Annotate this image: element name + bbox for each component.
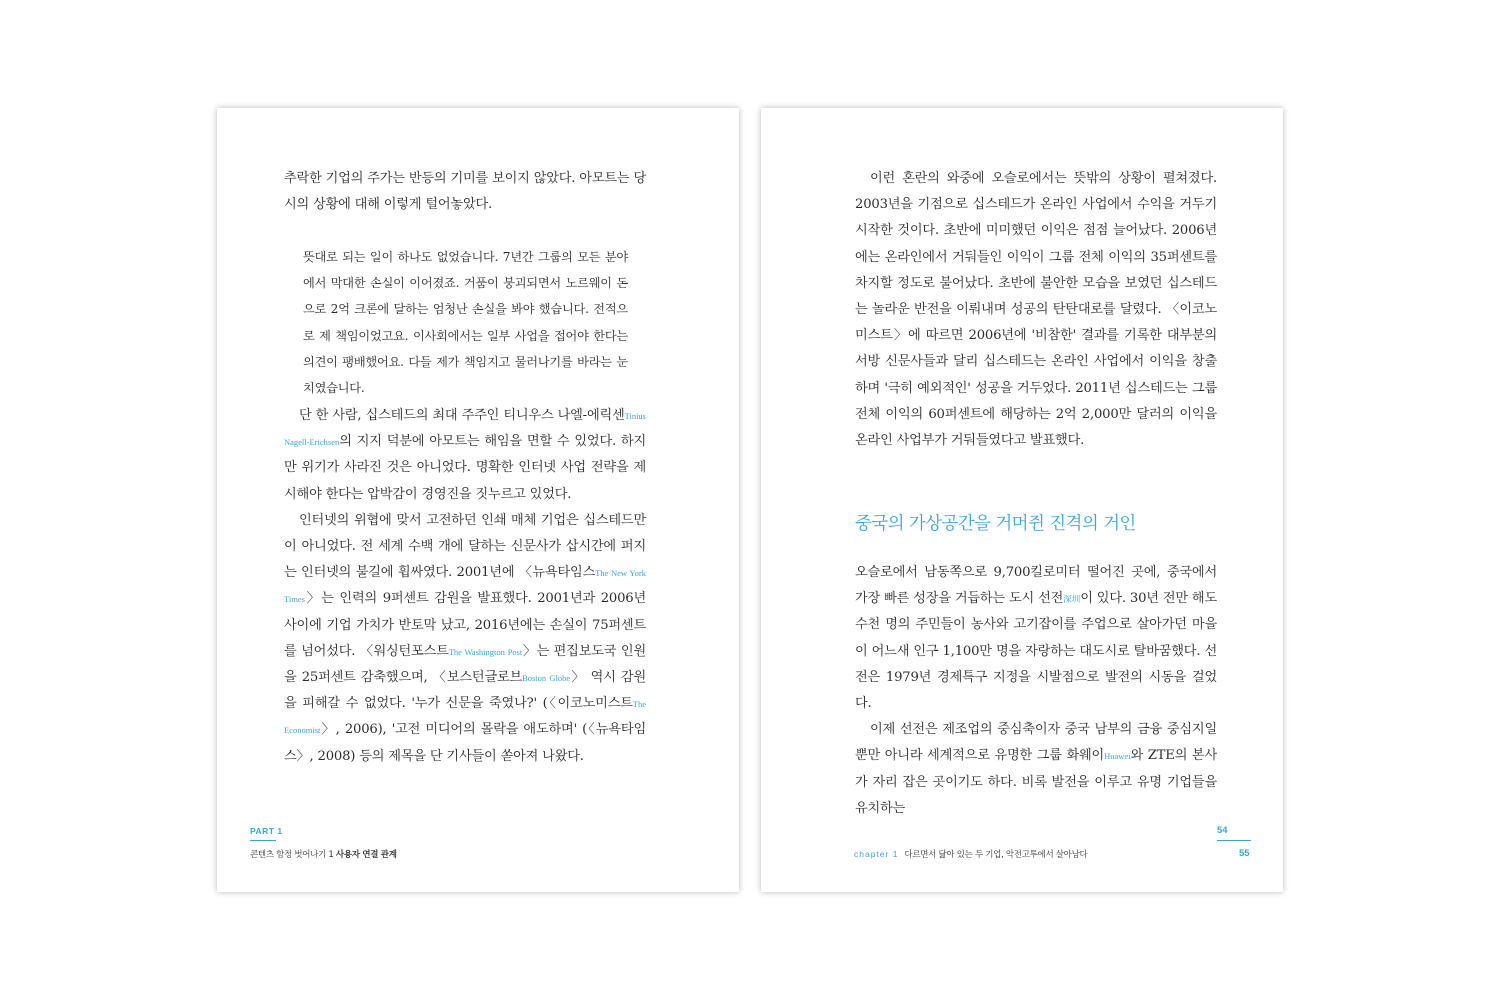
foreign-term: The Washington Post bbox=[448, 646, 523, 657]
foreign-term: Huawei bbox=[1104, 751, 1131, 762]
left-para-2-text-b: 의 지지 덕분에 아모트는 해임을 면할 수 있었다. 하지만 위기가 사라진 것은 아니었다. 명확한 인터넷 사업 전략을 제시해야 한다는 압박감이 경영진을 짓누르고 있었다. bbox=[284, 434, 646, 502]
left-para-2 bbox=[284, 403, 646, 508]
right-para-2-text-b: 이 있다. 30년 전만 해도 수천 명의 주민들이 농사와 고기잡이를 주업으로 살아가던 마을이 어느새 인구 1,100만 명을 자랑하는 대도시로 탈바꿈했다. 선전은 1979년 경제특구 지정을 시발점으로 발전의 시동을 걸었다. bbox=[855, 591, 1217, 712]
left-para-1 bbox=[284, 166, 646, 218]
left-para-1-text: 추락한 기업의 주가는 반등의 기미를 보이지 않았다. 아모트는 당시의 상황에 대해 이렇게 털어놓았다. bbox=[284, 171, 646, 213]
left-quote-block bbox=[303, 244, 628, 401]
left-para-2-text-a: 단 한 사람, 십스테드의 최대 주주인 티니우스 나엘-에릭센 bbox=[299, 408, 625, 423]
footer-chapter-label: chapter 1 bbox=[854, 849, 899, 859]
right-para-2-text-a: 오슬로에서 남동쪽으로 9,700킬로미터 떨어진 곳에, 중국에서 가장 빠른 성장을 거듭하는 도시 선전 bbox=[855, 565, 1217, 607]
right-para-1-text: 이런 혼란의 와중에 오슬로에서는 뜻밖의 상황이 펼쳐졌다. 2003년을 기점으로 십스테드가 온라인 사업에서 수익을 거두기 시작한 것이다. 초반에 미미했던 이익은 점점 늘어났다. 2006년에는 온라인에서 거둬들인 이익이 그룹 전체 이익의 35퍼센트를 차지할 정도로 불어났다. 초반에 불안한 모습을 보였던 십스테드는 놀라운 반전을 이뤄내며 성공의 탄탄대로를 달렸다. 〈이코노미스트〉에 따르면 2006년에 '비참한' 결과를 기록한 대부분의 서방 신문사들과 달리 십스테드는 온라인 사업에서 이익을 창출하며 '극히 예외적인' 성공을 거두었다. 2011년 십스테드는 그룹 전체 이익의 60퍼센트에 해당하는 2억 2,000만 달러의 이익을 온라인 사업부가 거둬들였다고 발표했다. bbox=[855, 171, 1217, 449]
footer-series-text: 콘텐츠 함정 벗어나기 1 bbox=[250, 850, 334, 860]
left-para-3-text-a: 인터넷의 위협에 맞서 고전하던 인쇄 매체 기업은 십스테드만이 아니었다. 전 세계 수백 개에 달하는 신문사가 삽시간에 퍼지는 인터넷의 불길에 휩싸였다. 2001년에 〈뉴욕타임스 bbox=[284, 512, 646, 581]
left-quote-text: 뜻대로 되는 일이 하나도 없었습니다. 7년간 그룹의 모든 분야에서 막대한 손실이 이어졌죠. 거품이 붕괴되면서 노르웨이 돈으로 2억 크론에 달하는 엄청난 손실을 봐야 했습니다. 전적으로 제 책임이었고요. 이사회에서는 일부 사업을 접어야 한다는 의견이 팽배했어요. 다들 제가 책임지고 물러나기를 바라는 눈치였습니다. bbox=[303, 250, 628, 396]
foreign-term: The New York Times bbox=[284, 568, 646, 605]
footer-series-title bbox=[250, 848, 397, 860]
left-para-3 bbox=[284, 508, 646, 770]
right-body bbox=[855, 560, 1217, 822]
right-para-3-text-b: 와 ZTE의 본사가 자리 잡은 곳이기도 하다. 비록 발전을 이루고 유명 기업들을 유치하는 bbox=[855, 748, 1217, 816]
right-para-2 bbox=[855, 560, 1217, 717]
left-para-3-text-e: 〉, 2006), '고전 미디어의 몰락을 애도하며' (〈뉴욕타임스〉, 2008) 등의 제목을 단 기사들이 쏟아져 나왔다. bbox=[284, 722, 646, 764]
footer-rule bbox=[250, 840, 276, 841]
foreign-term: The Economist bbox=[284, 699, 646, 736]
page-number-54: 54 bbox=[1217, 825, 1228, 836]
section-heading: 중국의 가상공간을 거머쥔 진격의 거인 bbox=[855, 514, 1136, 534]
foreign-term: Boston Globe bbox=[522, 673, 571, 684]
footer-chapter-title: 다르면서 닮아 있는 두 기업, 악전고투에서 살아남다 bbox=[904, 850, 1088, 860]
left-body bbox=[284, 403, 646, 770]
left-page bbox=[217, 108, 739, 892]
right-para-3 bbox=[855, 717, 1217, 822]
footer-rule bbox=[1217, 840, 1251, 841]
left-para-3-text-d: 〉 역시 감원을 피해갈 수 없었다. '누가 신문을 죽였나?' (〈이코노미스트 bbox=[284, 670, 646, 712]
left-para-3-text-c: 〉는 편집보도국 인원을 25퍼센트 감축했으며, 〈보스턴글로브 bbox=[284, 643, 646, 686]
right-para-3-text-a: 이제 선전은 제조업의 중심축이자 중국 남부의 금융 중심지일 뿐만 아니라 세계적으로 유명한 그룹 화웨이 bbox=[855, 722, 1217, 764]
left-para-3-text-b: 〉는 인력의 9퍼센트 감원을 발표했다. 2001년과 2006년 사이에 기업 가치가 반토막 났고, 2016년에는 손실이 75퍼센트를 넘어섰다. 〈워싱턴포스트 bbox=[284, 591, 646, 659]
footer-chapter bbox=[854, 848, 1087, 860]
footer-series-bold: 사용자 연결 관계 bbox=[335, 850, 397, 860]
footer-part-label: PART 1 bbox=[250, 826, 283, 836]
foreign-term: Tinius Nagell-Erichsen bbox=[284, 411, 646, 448]
right-para-1 bbox=[855, 166, 1217, 454]
right-page bbox=[761, 108, 1283, 892]
page-number-55: 55 bbox=[1239, 848, 1250, 859]
foreign-term: 深圳 bbox=[1063, 594, 1081, 605]
